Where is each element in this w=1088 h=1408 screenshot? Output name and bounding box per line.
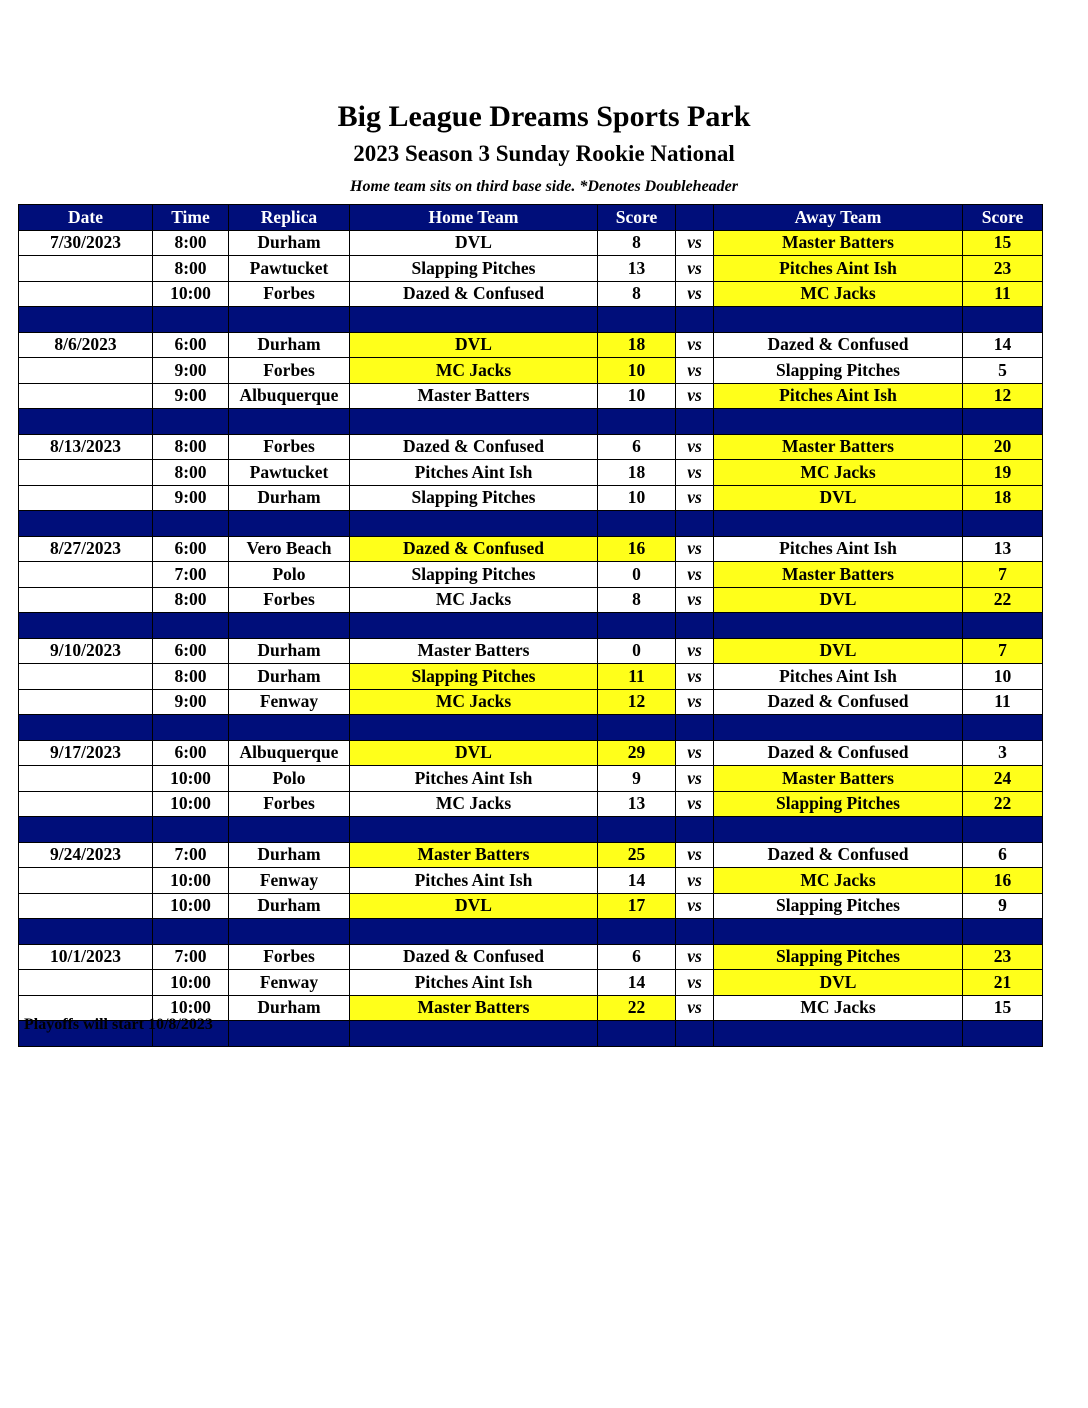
separator-cell (153, 307, 229, 333)
separator-cell (714, 715, 963, 741)
away-team-cell: MC Jacks (714, 868, 963, 894)
separator-cell (714, 919, 963, 945)
home-score-cell: 10 (598, 485, 676, 511)
home-team-cell: Pitches Aint Ish (350, 460, 598, 486)
field-cell: Durham (229, 664, 350, 690)
table-row (19, 868, 1043, 894)
time-cell: 8:00 (153, 256, 229, 282)
away-team-cell: Dazed & Confused (714, 332, 963, 358)
vs-cell: vs (676, 893, 714, 919)
table-row (19, 689, 1043, 715)
separator-cell (714, 1021, 963, 1047)
separator-cell (350, 511, 598, 537)
date-cell (19, 766, 153, 792)
away-team-cell: MC Jacks (714, 995, 963, 1021)
separator-cell (229, 511, 350, 537)
home-score-cell: 22 (598, 995, 676, 1021)
away-team-cell: DVL (714, 638, 963, 664)
time-cell: 6:00 (153, 638, 229, 664)
col-header-vs (676, 205, 714, 231)
separator-cell (350, 715, 598, 741)
vs-cell: vs (676, 995, 714, 1021)
home-team-cell: Master Batters (350, 383, 598, 409)
field-cell: Forbes (229, 791, 350, 817)
separator-cell (229, 1021, 350, 1047)
table-row (19, 332, 1043, 358)
away-team-cell: MC Jacks (714, 460, 963, 486)
separator-cell (598, 613, 676, 639)
away-score-cell: 11 (963, 689, 1043, 715)
vs-cell: vs (676, 689, 714, 715)
away-score-cell: 11 (963, 281, 1043, 307)
date-cell (19, 485, 153, 511)
separator-cell (350, 409, 598, 435)
field-cell: Durham (229, 638, 350, 664)
date-cell (19, 358, 153, 384)
away-team-cell: Master Batters (714, 434, 963, 460)
separator-cell (963, 511, 1043, 537)
vs-cell: vs (676, 842, 714, 868)
field-cell: Forbes (229, 358, 350, 384)
time-cell: 10:00 (153, 893, 229, 919)
table-row (19, 944, 1043, 970)
table-row (19, 434, 1043, 460)
table-row (19, 358, 1043, 384)
separator-cell (19, 715, 153, 741)
page-title: Big League Dreams Sports Park (337, 100, 751, 133)
date-cell (19, 868, 153, 894)
time-cell: 8:00 (153, 434, 229, 460)
vs-cell: vs (676, 766, 714, 792)
home-score-cell: 8 (598, 281, 676, 307)
vs-cell: vs (676, 944, 714, 970)
time-cell: 6:00 (153, 740, 229, 766)
field-cell: Forbes (229, 281, 350, 307)
vs-cell: vs (676, 664, 714, 690)
home-team-cell: Slapping Pitches (350, 664, 598, 690)
time-cell: 8:00 (153, 587, 229, 613)
separator-cell (714, 307, 963, 333)
home-score-cell: 13 (598, 256, 676, 282)
field-cell: Durham (229, 893, 350, 919)
week-separator-row (19, 817, 1043, 843)
table-row (19, 460, 1043, 486)
separator-cell (963, 409, 1043, 435)
away-score-cell: 22 (963, 587, 1043, 613)
away-score-cell: 6 (963, 842, 1043, 868)
table-row (19, 562, 1043, 588)
separator-cell (714, 817, 963, 843)
away-team-cell: Dazed & Confused (714, 842, 963, 868)
time-cell: 6:00 (153, 536, 229, 562)
time-cell: 10:00 (153, 995, 229, 1021)
separator-cell (963, 1021, 1043, 1047)
time-cell: 9:00 (153, 689, 229, 715)
home-score-cell: 14 (598, 868, 676, 894)
separator-cell (714, 613, 963, 639)
field-cell: Fenway (229, 970, 350, 996)
vs-cell: vs (676, 587, 714, 613)
away-team-cell: Dazed & Confused (714, 689, 963, 715)
table-row (19, 383, 1043, 409)
home-team-cell: Slapping Pitches (350, 485, 598, 511)
separator-cell (676, 307, 714, 333)
table-row (19, 766, 1043, 792)
separator-cell (153, 715, 229, 741)
home-team-cell: MC Jacks (350, 791, 598, 817)
vs-cell: vs (676, 281, 714, 307)
away-score-cell: 24 (963, 766, 1043, 792)
col-header-date: Date (19, 205, 153, 231)
week-separator-row (19, 307, 1043, 333)
col-header-home-score: Score (598, 205, 676, 231)
away-score-cell: 7 (963, 638, 1043, 664)
separator-cell (350, 307, 598, 333)
vs-cell: vs (676, 358, 714, 384)
separator-cell (676, 817, 714, 843)
home-team-cell: DVL (350, 893, 598, 919)
date-cell (19, 791, 153, 817)
time-cell: 9:00 (153, 383, 229, 409)
field-cell: Polo (229, 562, 350, 588)
away-team-cell: Slapping Pitches (714, 944, 963, 970)
field-cell: Pawtucket (229, 256, 350, 282)
away-team-cell: Slapping Pitches (714, 358, 963, 384)
time-cell: 10:00 (153, 281, 229, 307)
away-team-cell: Pitches Aint Ish (714, 383, 963, 409)
separator-cell (229, 409, 350, 435)
time-cell: 8:00 (153, 664, 229, 690)
home-team-cell: DVL (350, 230, 598, 256)
week-separator-row (19, 715, 1043, 741)
week-separator-row (19, 511, 1043, 537)
field-cell: Forbes (229, 434, 350, 460)
field-cell: Forbes (229, 944, 350, 970)
home-team-cell: Slapping Pitches (350, 562, 598, 588)
date-cell (19, 970, 153, 996)
away-score-cell: 21 (963, 970, 1043, 996)
time-cell: 9:00 (153, 358, 229, 384)
date-cell: 8/6/2023 (19, 332, 153, 358)
schedule-body (19, 230, 1043, 1046)
playoffs-note: Playoffs will start 10/8/2023 (24, 1016, 213, 1033)
home-score-cell: 8 (598, 230, 676, 256)
separator-cell (598, 409, 676, 435)
date-cell: 8/27/2023 (19, 536, 153, 562)
away-score-cell: 12 (963, 383, 1043, 409)
date-cell (19, 281, 153, 307)
home-team-cell: Dazed & Confused (350, 434, 598, 460)
table-row (19, 281, 1043, 307)
time-cell: 7:00 (153, 562, 229, 588)
date-cell (19, 689, 153, 715)
col-header-home-team: Home Team (350, 205, 598, 231)
home-score-cell: 29 (598, 740, 676, 766)
vs-cell: vs (676, 256, 714, 282)
page-subtitle: 2023 Season 3 Sunday Rookie National (353, 141, 735, 166)
separator-cell (676, 715, 714, 741)
table-row (19, 740, 1043, 766)
away-score-cell: 23 (963, 944, 1043, 970)
table-row (19, 587, 1043, 613)
vs-cell: vs (676, 332, 714, 358)
away-team-cell: Pitches Aint Ish (714, 256, 963, 282)
home-score-cell: 6 (598, 944, 676, 970)
separator-cell (963, 613, 1043, 639)
separator-cell (676, 919, 714, 945)
away-score-cell: 15 (963, 995, 1043, 1021)
vs-cell: vs (676, 791, 714, 817)
separator-cell (676, 409, 714, 435)
col-header-time: Time (153, 205, 229, 231)
table-row (19, 638, 1043, 664)
time-cell: 10:00 (153, 970, 229, 996)
table-row (19, 256, 1043, 282)
field-cell: Durham (229, 485, 350, 511)
field-cell: Vero Beach (229, 536, 350, 562)
col-header-away-team: Away Team (714, 205, 963, 231)
table-row (19, 664, 1043, 690)
table-row (19, 842, 1043, 868)
home-team-cell: Pitches Aint Ish (350, 970, 598, 996)
home-score-cell: 9 (598, 766, 676, 792)
home-score-cell: 18 (598, 460, 676, 486)
field-cell: Durham (229, 995, 350, 1021)
home-team-cell: Slapping Pitches (350, 256, 598, 282)
date-cell: 7/30/2023 (19, 230, 153, 256)
date-cell (19, 664, 153, 690)
separator-cell (714, 409, 963, 435)
away-score-cell: 3 (963, 740, 1043, 766)
home-score-cell: 18 (598, 332, 676, 358)
away-score-cell: 19 (963, 460, 1043, 486)
field-cell: Durham (229, 230, 350, 256)
vs-cell: vs (676, 485, 714, 511)
separator-cell (153, 511, 229, 537)
home-team-cell: Pitches Aint Ish (350, 766, 598, 792)
field-cell: Forbes (229, 587, 350, 613)
vs-cell: vs (676, 460, 714, 486)
separator-cell (350, 919, 598, 945)
separator-cell (963, 715, 1043, 741)
vs-cell: vs (676, 383, 714, 409)
home-team-cell: MC Jacks (350, 358, 598, 384)
separator-cell (19, 919, 153, 945)
home-score-cell: 10 (598, 383, 676, 409)
separator-cell (19, 511, 153, 537)
separator-cell (153, 409, 229, 435)
field-cell: Fenway (229, 689, 350, 715)
date-cell (19, 460, 153, 486)
time-cell: 10:00 (153, 766, 229, 792)
home-team-cell: MC Jacks (350, 587, 598, 613)
col-header-away-score: Score (963, 205, 1043, 231)
date-cell: 9/10/2023 (19, 638, 153, 664)
away-team-cell: Slapping Pitches (714, 893, 963, 919)
separator-cell (229, 715, 350, 741)
away-team-cell: DVL (714, 485, 963, 511)
separator-cell (153, 919, 229, 945)
vs-cell: vs (676, 970, 714, 996)
separator-cell (598, 715, 676, 741)
field-cell: Polo (229, 766, 350, 792)
separator-cell (598, 1021, 676, 1047)
away-score-cell: 23 (963, 256, 1043, 282)
week-separator-row (19, 613, 1043, 639)
separator-cell (229, 613, 350, 639)
week-separator-row (19, 409, 1043, 435)
time-cell: 8:00 (153, 460, 229, 486)
date-cell: 8/13/2023 (19, 434, 153, 460)
time-cell: 10:00 (153, 791, 229, 817)
away-score-cell: 16 (963, 868, 1043, 894)
vs-cell: vs (676, 434, 714, 460)
separator-cell (19, 817, 153, 843)
time-cell: 7:00 (153, 944, 229, 970)
home-score-cell: 10 (598, 358, 676, 384)
field-cell: Albuquerque (229, 740, 350, 766)
separator-cell (598, 307, 676, 333)
separator-cell (350, 613, 598, 639)
away-score-cell: 5 (963, 358, 1043, 384)
away-score-cell: 22 (963, 791, 1043, 817)
home-score-cell: 11 (598, 664, 676, 690)
away-team-cell: DVL (714, 587, 963, 613)
away-score-cell: 13 (963, 536, 1043, 562)
date-cell: 9/17/2023 (19, 740, 153, 766)
separator-cell (350, 817, 598, 843)
week-separator-row (19, 919, 1043, 945)
home-team-cell: Master Batters (350, 995, 598, 1021)
away-team-cell: Master Batters (714, 562, 963, 588)
separator-cell (963, 919, 1043, 945)
separator-cell (676, 613, 714, 639)
away-team-cell: Dazed & Confused (714, 740, 963, 766)
home-team-cell: DVL (350, 740, 598, 766)
field-cell: Pawtucket (229, 460, 350, 486)
away-team-cell: Master Batters (714, 766, 963, 792)
separator-cell (19, 613, 153, 639)
vs-cell: vs (676, 230, 714, 256)
home-score-cell: 12 (598, 689, 676, 715)
away-team-cell: DVL (714, 970, 963, 996)
home-score-cell: 8 (598, 587, 676, 613)
date-cell (19, 893, 153, 919)
date-cell (19, 383, 153, 409)
field-cell: Albuquerque (229, 383, 350, 409)
time-cell: 8:00 (153, 230, 229, 256)
away-team-cell: Pitches Aint Ish (714, 664, 963, 690)
away-score-cell: 10 (963, 664, 1043, 690)
date-cell (19, 562, 153, 588)
home-score-cell: 14 (598, 970, 676, 996)
home-team-cell: MC Jacks (350, 689, 598, 715)
home-score-cell: 6 (598, 434, 676, 460)
time-cell: 10:00 (153, 868, 229, 894)
home-score-cell: 25 (598, 842, 676, 868)
table-header-row (19, 205, 1043, 231)
separator-cell (714, 511, 963, 537)
away-score-cell: 14 (963, 332, 1043, 358)
schedule-table (18, 204, 1043, 1047)
away-team-cell: Master Batters (714, 230, 963, 256)
separator-cell (963, 307, 1043, 333)
away-score-cell: 20 (963, 434, 1043, 460)
time-cell: 7:00 (153, 842, 229, 868)
schedule-note: Home team sits on third base side. *Denotes Doubleheader (350, 178, 738, 195)
separator-cell (963, 817, 1043, 843)
separator-cell (676, 511, 714, 537)
field-cell: Fenway (229, 868, 350, 894)
date-cell (19, 587, 153, 613)
home-team-cell: Dazed & Confused (350, 281, 598, 307)
vs-cell: vs (676, 536, 714, 562)
away-score-cell: 15 (963, 230, 1043, 256)
away-team-cell: Pitches Aint Ish (714, 536, 963, 562)
field-cell: Durham (229, 842, 350, 868)
table-row (19, 791, 1043, 817)
home-team-cell: DVL (350, 332, 598, 358)
table-row (19, 536, 1043, 562)
separator-cell (350, 1021, 598, 1047)
col-header-replica: Replica (229, 205, 350, 231)
separator-cell (153, 817, 229, 843)
home-team-cell: Master Batters (350, 842, 598, 868)
separator-cell (153, 613, 229, 639)
date-cell: 9/24/2023 (19, 842, 153, 868)
away-score-cell: 9 (963, 893, 1043, 919)
home-score-cell: 17 (598, 893, 676, 919)
separator-cell (19, 307, 153, 333)
separator-cell (676, 1021, 714, 1047)
separator-cell (19, 409, 153, 435)
time-cell: 9:00 (153, 485, 229, 511)
home-score-cell: 0 (598, 638, 676, 664)
away-team-cell: MC Jacks (714, 281, 963, 307)
vs-cell: vs (676, 562, 714, 588)
time-cell: 6:00 (153, 332, 229, 358)
away-score-cell: 7 (963, 562, 1043, 588)
home-team-cell: Dazed & Confused (350, 536, 598, 562)
vs-cell: vs (676, 740, 714, 766)
home-team-cell: Pitches Aint Ish (350, 868, 598, 894)
date-cell: 10/1/2023 (19, 944, 153, 970)
separator-cell (229, 817, 350, 843)
home-score-cell: 13 (598, 791, 676, 817)
separator-cell (598, 817, 676, 843)
table-row (19, 485, 1043, 511)
table-row (19, 893, 1043, 919)
away-score-cell: 18 (963, 485, 1043, 511)
home-team-cell: Master Batters (350, 638, 598, 664)
table-row (19, 970, 1043, 996)
home-score-cell: 16 (598, 536, 676, 562)
table-row (19, 230, 1043, 256)
date-cell (19, 256, 153, 282)
separator-cell (598, 511, 676, 537)
separator-cell (229, 307, 350, 333)
field-cell: Durham (229, 332, 350, 358)
away-team-cell: Slapping Pitches (714, 791, 963, 817)
home-score-cell: 0 (598, 562, 676, 588)
separator-cell (229, 919, 350, 945)
separator-cell (598, 919, 676, 945)
vs-cell: vs (676, 868, 714, 894)
vs-cell: vs (676, 638, 714, 664)
home-team-cell: Dazed & Confused (350, 944, 598, 970)
